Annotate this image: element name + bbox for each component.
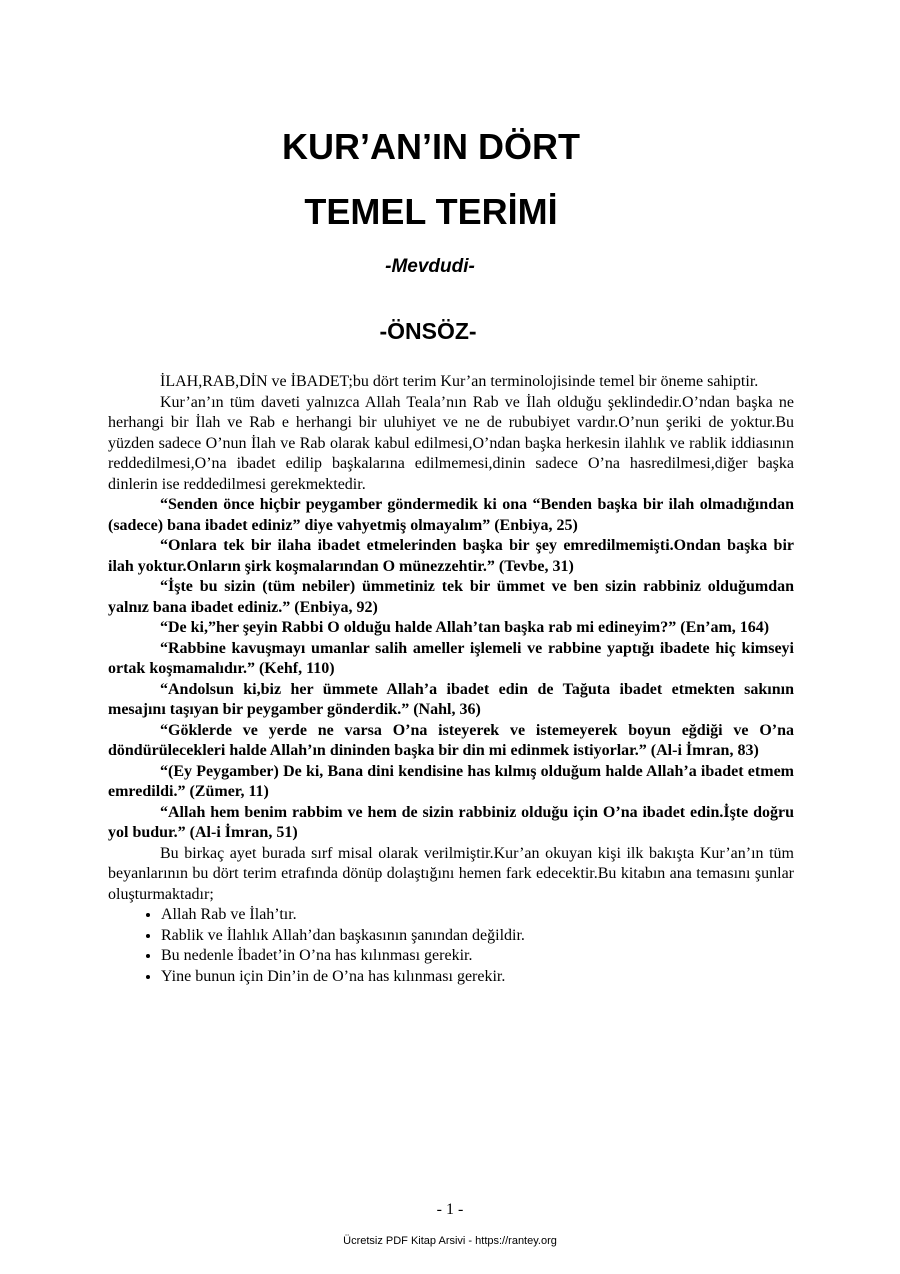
- theme-list-item: • Yine bunun için Din’in de O’na has kılınması gerekir.: [161, 967, 794, 988]
- theme-list: [108, 905, 794, 987]
- theme-list-item: • Rablik ve İlahlık Allah’dan başkasının şanından değildir.: [161, 926, 794, 947]
- section-heading: -ÖNSÖZ-: [379, 318, 477, 344]
- theme-list-item: • Allah Rab ve İlah’tır.: [161, 905, 794, 926]
- body-paragraph: Kur’an’ın tüm daveti yalnızca Allah Teala’nın Rab ve İlah olduğu şeklindedir.O’ndan başka ne herhangi bir İlah ve Rab e herhangi bir uluhiyet ve ne de rububiyet vardır.O’nun şeriki de yoktur.Bu yüzden sadece O’nun İlah ve Rab olarak kabul edilmesi,O’ndan başka herkesin ilahlık ve rablik iddiasının reddedilmesi,O’na ibadet edilip başkalarına edilmemesi,dinin sadece O’na hasredilmesi,diğer başka dinlerin ise reddedilmesi gerekmektedir.: [108, 393, 794, 493]
- quote-paragraph: “Allah hem benim rabbim ve hem de sizin rabbiniz olduğu için O’na ibadet edin.İşte doğru yol budur.” (Al-i İmran, 51): [108, 803, 794, 841]
- document-title-line1: KUR’AN’IN DÖRT: [282, 126, 580, 167]
- document-body: [108, 372, 794, 987]
- author-name: -Mevdudi-: [385, 256, 475, 277]
- document-title-line2: TEMEL TERİMİ: [304, 191, 558, 232]
- quote-paragraph: “Onlara tek bir ilaha ibadet etmelerinden başka bir şey emredilmemişti.Ondan başka bir ilah yoktur.Onların şirk koşmalarından O münezzehtir.” (Tevbe, 31): [108, 537, 794, 575]
- closing-paragraph: Bu birkaç ayet burada sırf misal olarak verilmiştir.Kur’an okuyan kişi ilk bakışta Kur’an’ın tüm beyanlarının bu dört terim etrafında dönüp dolaştığını hemen fark edecektir.Bu kitabın ana temasını şunlar oluşturmaktadır;: [108, 844, 794, 903]
- quote-paragraph: “(Ey Peygamber) De ki, Bana dini kendisine has kılmış olduğum halde Allah’a ibadet etmem emredildi.” (Zümer, 11): [108, 762, 794, 800]
- quote-paragraph: “Göklerde ve yerde ne varsa O’na isteyerek ve istemeyerek boyun eğdiği ve O’na döndürülecekleri halde Allah’ın dininden başka bir din mi edinmek istiyorlar.” (Al-i İmran, 83): [108, 721, 794, 759]
- theme-list-item: • Bu nedenle İbadet’in O’na has kılınması gerekir.: [161, 946, 794, 967]
- footer-source-note: Ücretsiz PDF Kitap Arsivi - https://rantey.org: [343, 1235, 557, 1247]
- quote-paragraph: “Andolsun ki,biz her ümmete Allah’a ibadet edin de Tağuta ibadet etmekten sakının mesajını taşıyan bir peygamber gönderdik.” (Nahl, 36): [108, 680, 794, 718]
- quote-paragraph: “De ki,”her şeyin Rabbi O olduğu halde Allah’tan başka rab mi edineyim?” (En’am, 164): [160, 619, 770, 636]
- page-number: - 1 -: [436, 1201, 464, 1218]
- quote-paragraph: “Senden önce hiçbir peygamber göndermedik ki ona “Benden başka bir ilah olmadığından (sadece) bana ibadet ediniz” diye vahyetmiş olmayalım” (Enbiya, 25): [108, 496, 794, 534]
- quote-paragraph: “Rabbine kavuşmayı umanlar salih ameller işlemeli ve rabbine yaptığı ibadete hiç kimseyi ortak koşmamalıdır.” (Kehf, 110): [108, 639, 794, 677]
- body-paragraph: İLAH,RAB,DİN ve İBADET;bu dört terim Kur’an terminolojisinde temel bir öneme sahiptir.: [160, 373, 759, 390]
- quote-paragraph: “İşte bu sizin (tüm nebiler) ümmetiniz tek bir ümmet ve ben sizin rabbiniz olduğumdan yalnız bana ibadet ediniz.” (Enbiya, 92): [108, 578, 794, 616]
